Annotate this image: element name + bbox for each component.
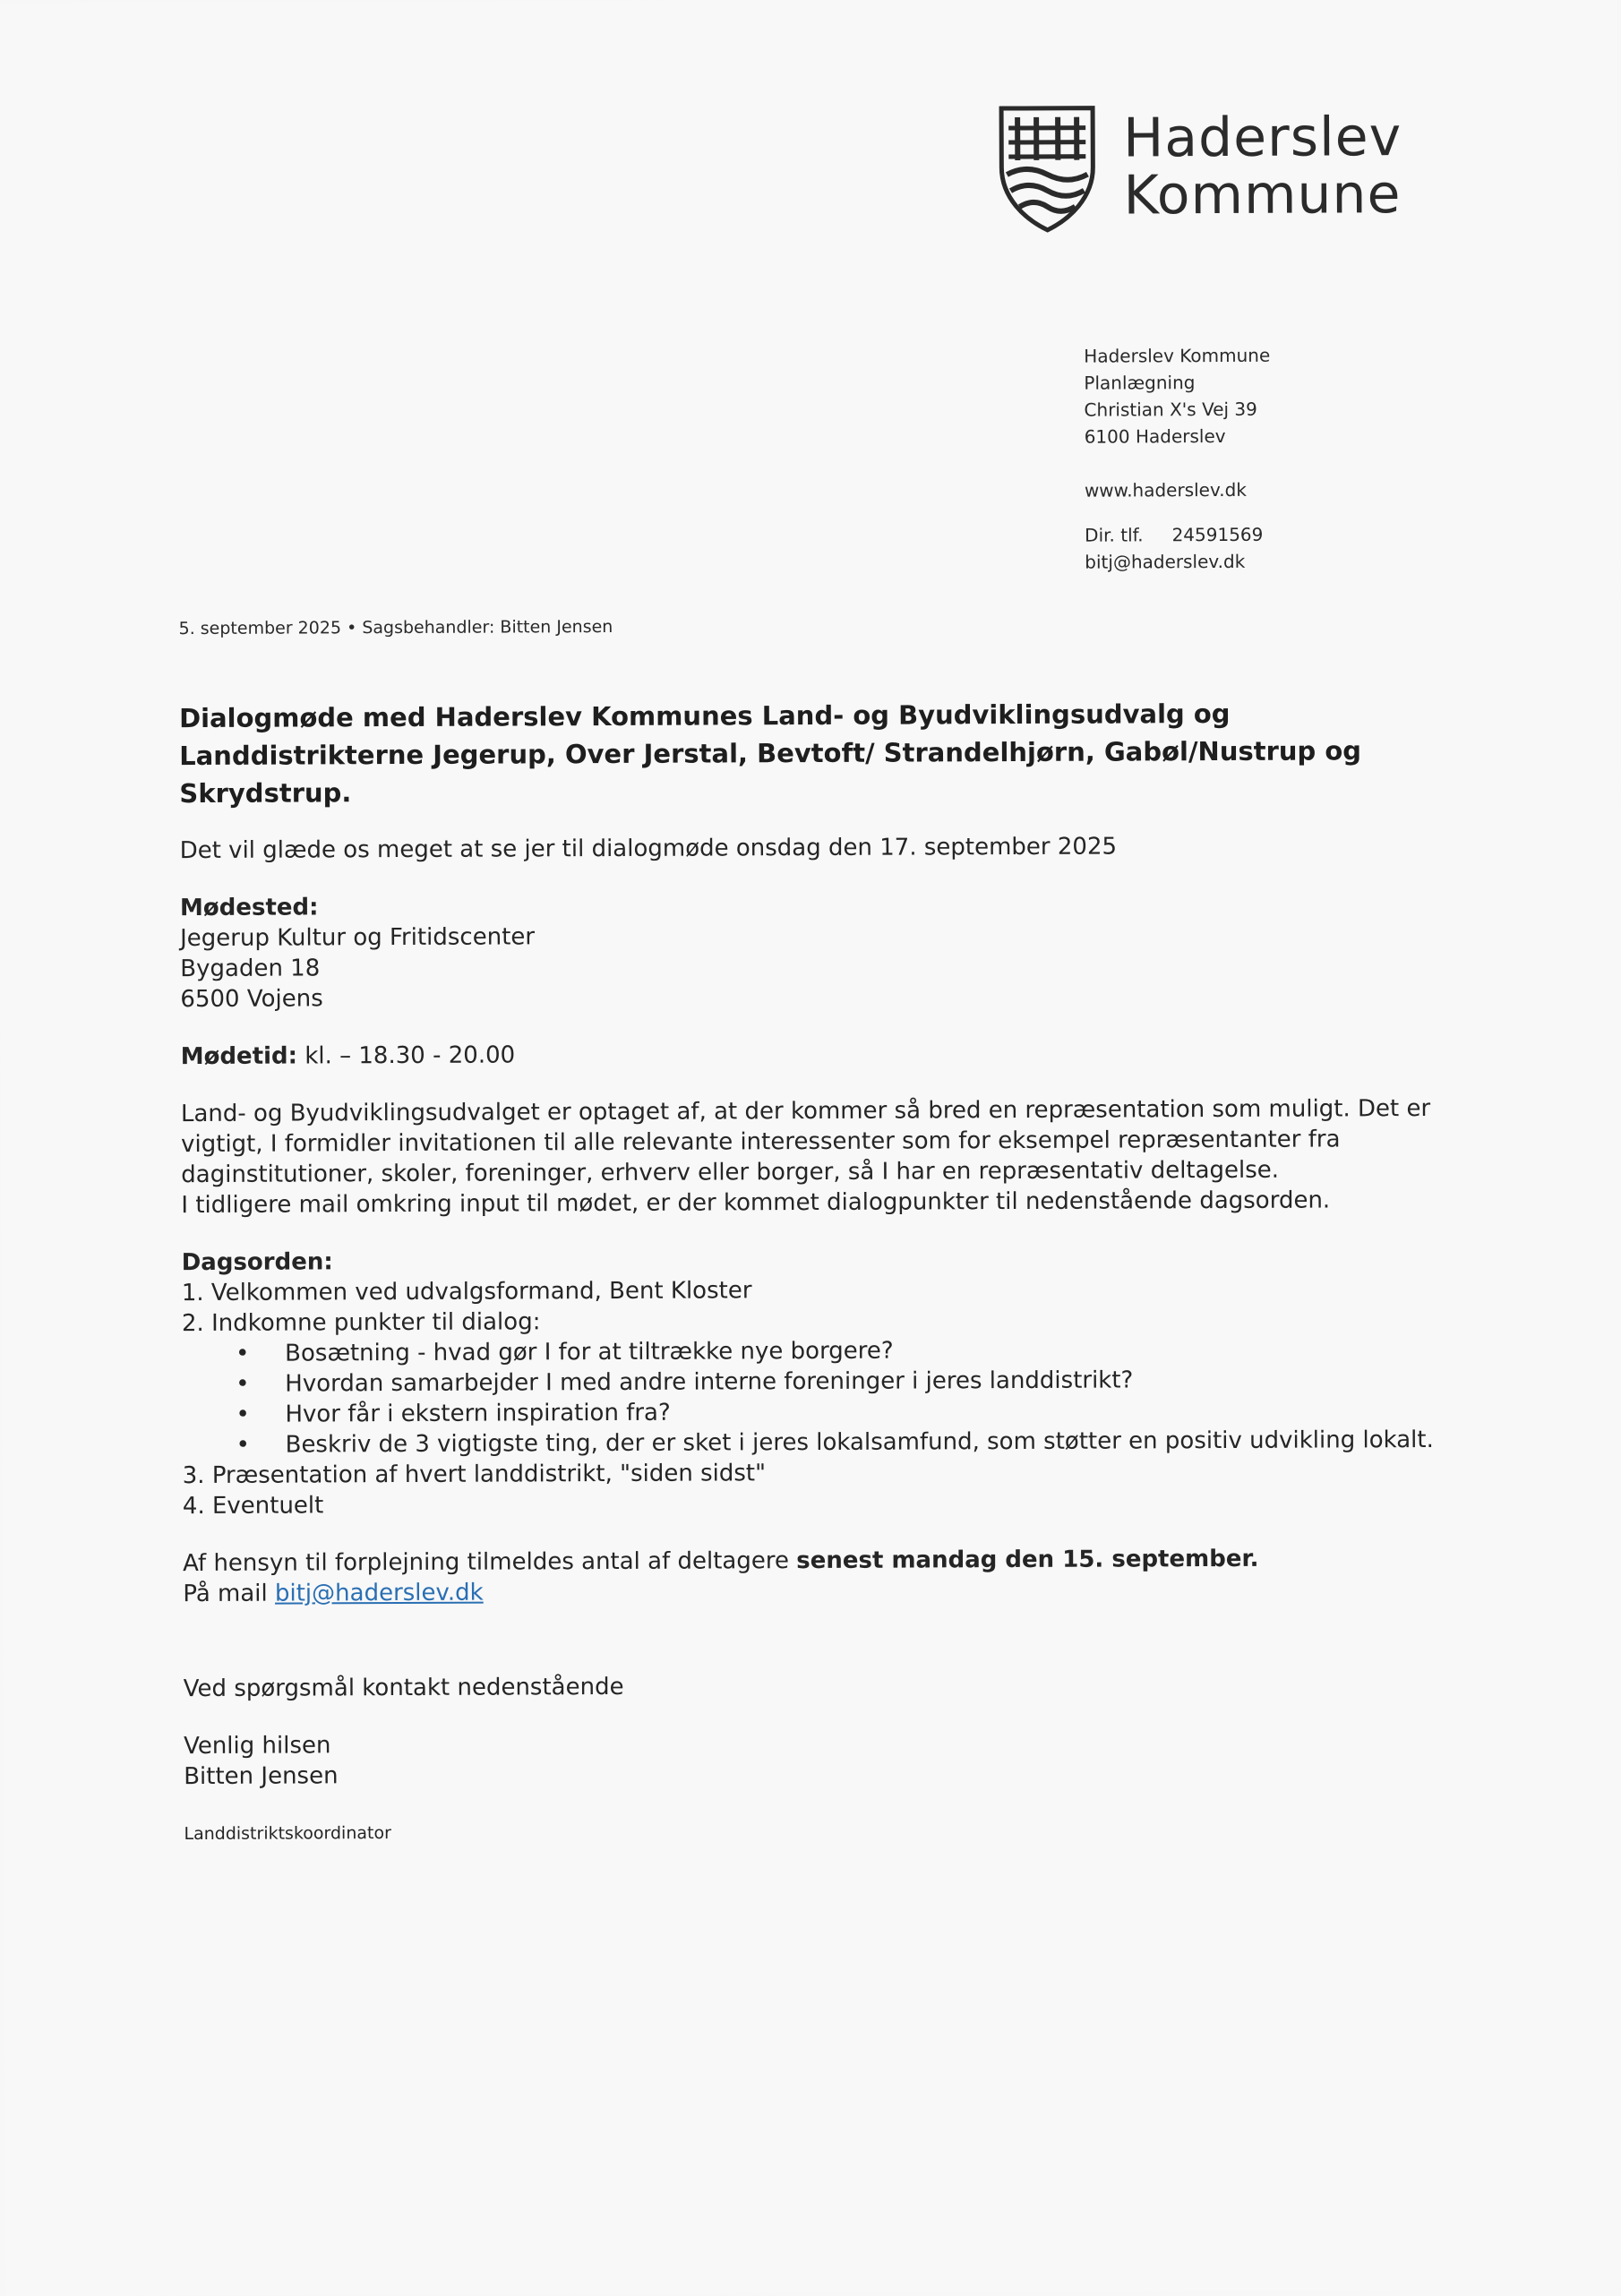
letter-body <box>180 830 1465 1849</box>
coat-of-arms-icon <box>998 105 1097 234</box>
venue-line: Jegerup Kultur og Fritidscenter <box>180 918 1461 954</box>
venue-label: Mødested: <box>180 887 1461 923</box>
date-and-case-handler: 5. september 2025 • Sagsbehandler: Bitten Jensen <box>179 617 613 638</box>
closing-role: Landdistriktskoordinator <box>184 1813 1464 1849</box>
agenda-item: 4. Eventuelt <box>183 1486 1463 1521</box>
sender-website: www.haderslev.dk <box>1085 476 1271 504</box>
agenda-item: 3. Præsentation af hvert landdistrikt, "siden sidst" <box>183 1455 1463 1491</box>
venue-section <box>180 887 1462 1015</box>
signup-email-link[interactable]: bitj@haderslev.dk <box>275 1580 484 1607</box>
closing-greeting: Venlig hilsen <box>184 1726 1464 1761</box>
logo-wordmark <box>1123 108 1402 224</box>
contact-text: Ved spørgsmål kontakt nedenstående <box>184 1668 1464 1704</box>
signup-section <box>183 1543 1463 1609</box>
venue-line: 6500 Vojens <box>180 979 1461 1015</box>
sender-street: Christian X's Vej 39 <box>1084 396 1270 424</box>
sender-address-block <box>1084 342 1271 576</box>
phone-number: 24591569 <box>1171 524 1263 545</box>
sender-department: Planlægning <box>1084 369 1270 397</box>
haderslev-logo <box>998 103 1464 239</box>
paragraph-1: Land- og Byudviklingsudvalget er optaget af, at der kommer så bred en repræsentation som muligt. Det er vigtigt, I formidler invitationen til alle relevante interessenter som for eksempel repræsentanter fra daginstitutioner, skoler, foreninger, erhverv eller borger, så I har en repræsentativ deltagelse. <box>181 1095 1430 1188</box>
sender-phone-row <box>1085 521 1271 549</box>
agenda-bullet: • Bosætning - hvad gør I for at tiltrække nye borgere? <box>236 1333 1462 1369</box>
agenda-item: 1. Velkommen ved udvalgsformand, Bent Kloster <box>182 1272 1462 1308</box>
time-label: Mødetid: <box>181 1043 297 1071</box>
agenda-section <box>182 1242 1463 1521</box>
agenda-label: Dagsorden: <box>182 1242 1462 1278</box>
signup-text: Af hensyn til forplejning tilmeldes antal af deltagere <box>183 1547 796 1577</box>
agenda-bullet: • Hvor får i ekstern inspiration fra? <box>236 1394 1462 1430</box>
paragraph-representation <box>181 1093 1462 1221</box>
closing-section <box>184 1726 1465 1849</box>
venue-line: Bygaden 18 <box>180 948 1461 984</box>
agenda-bullet: • Hvordan samarbejder I med andre interne foreninger i jeres landdistrikt? <box>236 1364 1462 1400</box>
letter-title: Dialogmøde med Haderslev Kommunes Land- og Byudviklingsudvalg og Landdistrikterne Jegerup, Over Jerstal, Bevtoft/ Strandelhjørn, Gabøl/Nustrup og Skrydstrup. <box>179 694 1452 812</box>
paragraph-2: I tidligere mail omkring input til mødet, er der kommet dialogpunkter til nedenstående dagsorden. <box>181 1185 1462 1221</box>
sender-org: Haderslev Kommune <box>1084 342 1270 370</box>
agenda-item: 2. Indkomne punkter til dialog: <box>182 1303 1462 1339</box>
signup-deadline: senest mandag den 15. september. <box>796 1546 1258 1574</box>
agenda-bullet: • Beskriv de 3 vigtigste ting, der er sket i jeres lokalsamfund, som støtter en positiv udvikling lokalt. <box>236 1425 1462 1461</box>
sender-city: 6100 Haderslev <box>1085 423 1271 450</box>
time-value: kl. – 18.30 - 20.00 <box>297 1041 515 1069</box>
signup-mail-prefix: På mail <box>183 1581 275 1607</box>
agenda-bullet-list <box>182 1333 1463 1461</box>
phone-label: Dir. tlf. <box>1085 524 1144 545</box>
sender-email: bitj@haderslev.dk <box>1085 548 1271 576</box>
logo-line-1: Haderslev <box>1123 108 1402 167</box>
closing-name: Bitten Jensen <box>184 1756 1464 1792</box>
intro-text: Det vil glæde os meget at se jer til dialogmøde onsdag den 17. september 2025 <box>180 830 1461 866</box>
logo-line-2: Kommune <box>1123 166 1402 224</box>
time-section <box>181 1036 1462 1072</box>
